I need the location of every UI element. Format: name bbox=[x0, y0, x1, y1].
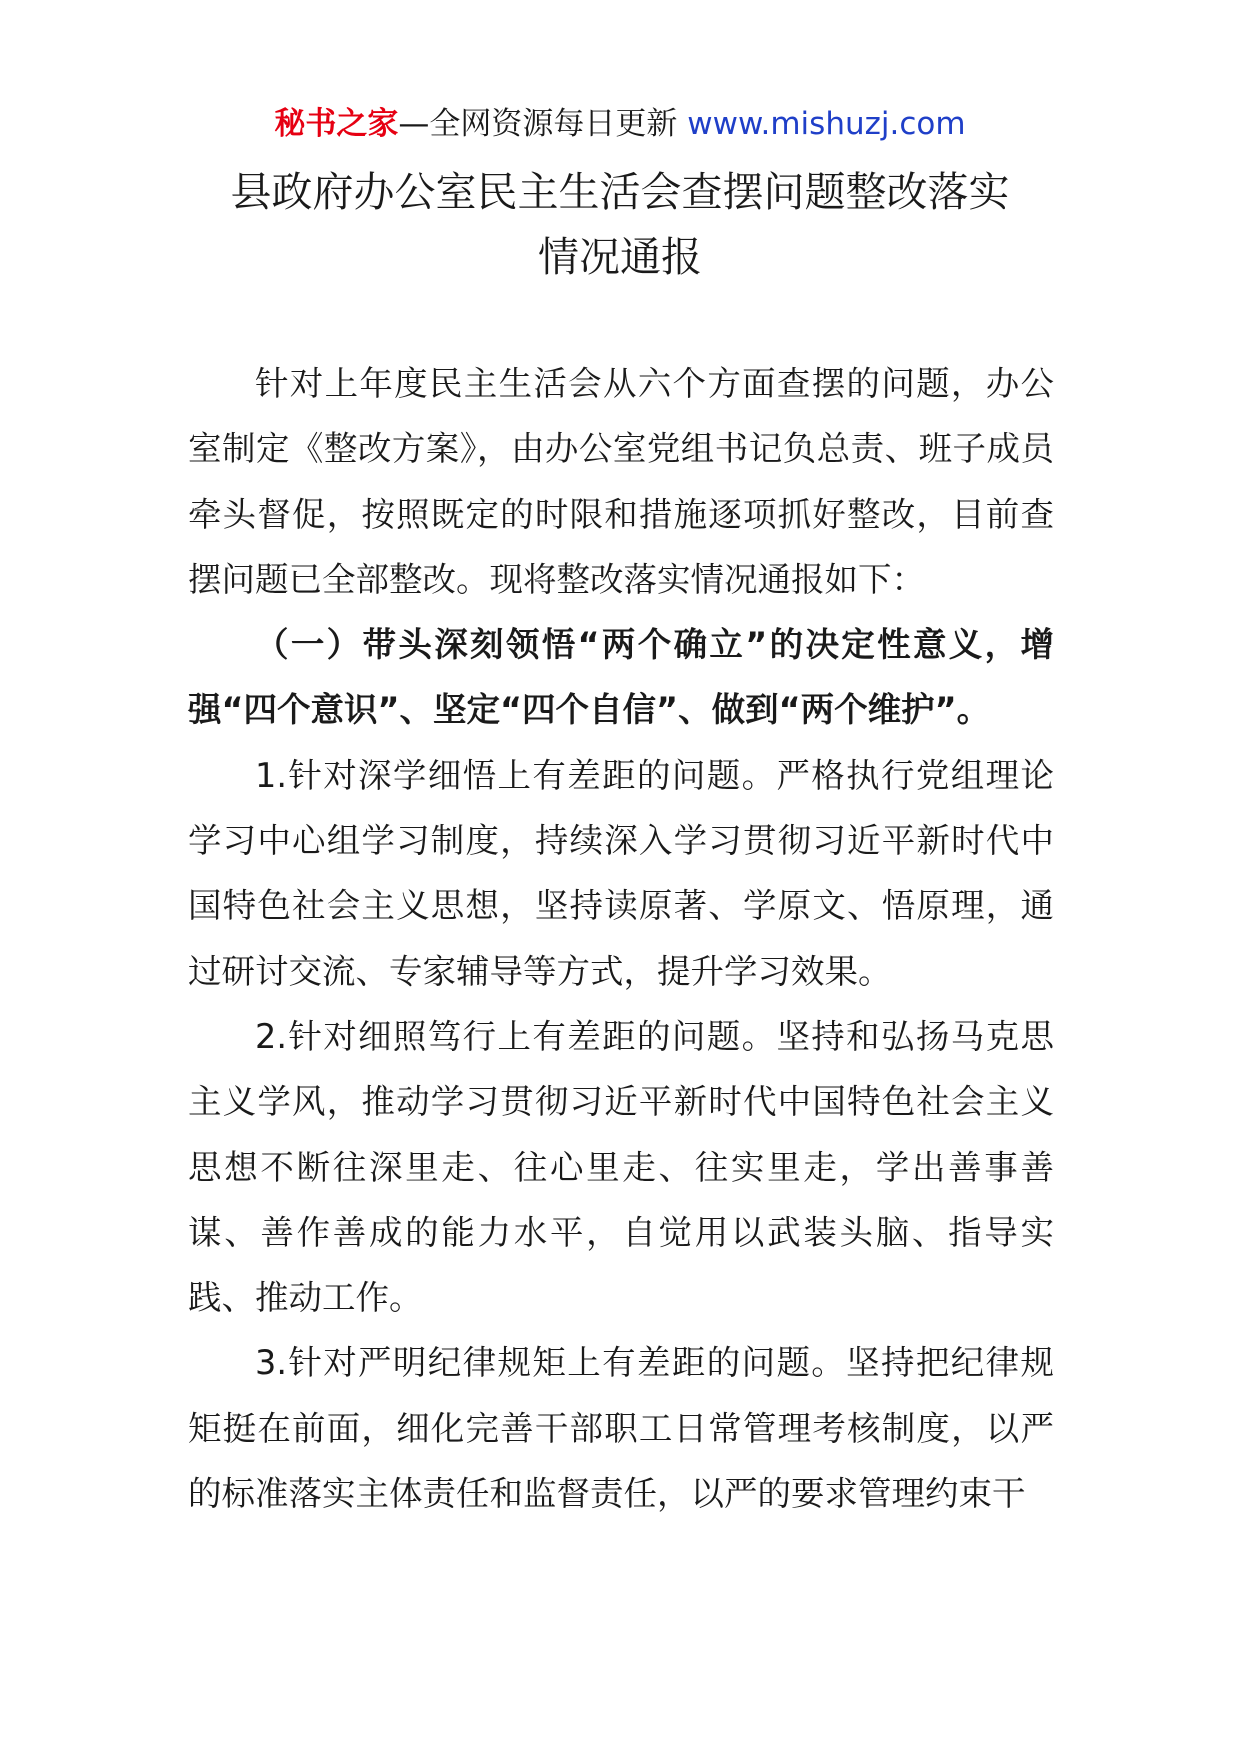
intro-paragraph: 针对上年度民主生活会从六个方面查摆的问题，办公室制定《整改方案》，由办公室党组书记负总责、班子成员牵头督促，按照既定的时限和措施逐项抓好整改，目前查摆问题已全部整改。现将整改落实情况通报如下： bbox=[188, 364, 1054, 599]
site-header bbox=[0, 100, 1240, 148]
site-slogan: —全网资源每日更新 bbox=[398, 106, 678, 142]
document-body bbox=[188, 351, 1054, 1526]
item-paragraph-1: 1.针对深学细悟上有差距的问题。严格执行党组理论学习中心组学习制度，持续深入学习贯彻习近平新时代中国特色社会主义思想，坚持读原著、学原文、悟原理，通过研讨交流、专家辅导等方式，提升学习效果。 bbox=[188, 755, 1054, 991]
item-paragraph-3: 3.针对严明纪律规矩上有差距的问题。坚持把纪律规矩挺在前面，细化完善干部职工日常管理考核制度，以严的标准落实主体责任和监督责任，以严的要求管理约束干 bbox=[188, 1343, 1054, 1514]
site-url-link[interactable]: www.mishuzj.com bbox=[687, 106, 966, 142]
brand-name: 秘书之家 bbox=[274, 106, 399, 142]
title-line-1: 县政府办公室民主生活会查摆问题整改落实 bbox=[230, 168, 1010, 216]
title-line-2: 情况通报 bbox=[538, 233, 702, 281]
item-paragraph-2: 2.针对细照笃行上有差距的问题。坚持和弘扬马克思主义学风，推动学习贯彻习近平新时代中国特色社会主义思想不断往深里走、往心里走、往实里走，学出善事善谋、善作善成的能力水平，自觉用以武装头脑、指导实践、推动工作。 bbox=[188, 1016, 1054, 1318]
section-heading: （一）带头深刻领悟“两个确立”的决定性意义，增强“四个意识”、坚定“四个自信”、做到“两个维护”。 bbox=[188, 625, 1054, 730]
document-title bbox=[0, 160, 1240, 290]
